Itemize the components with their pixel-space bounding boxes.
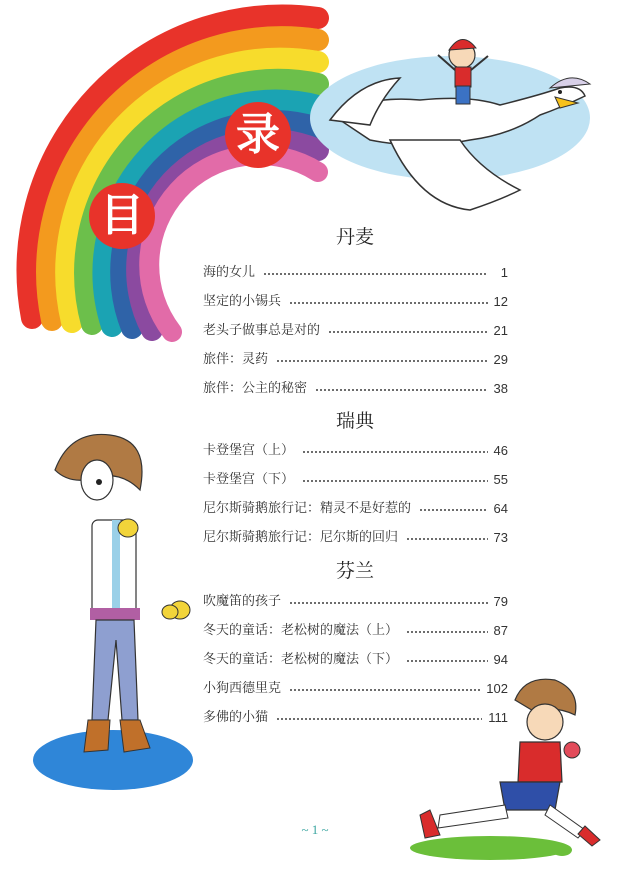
entry-title: 尼尔斯骑鹅旅行记：尼尔斯的回归 [203, 530, 399, 545]
title-char-lu: 录 [236, 109, 280, 160]
toc-entry[interactable] [203, 496, 508, 518]
leader-dots [263, 269, 488, 278]
leader-dots [289, 685, 480, 694]
toc-entry[interactable] [203, 525, 508, 547]
entry-page: 55 [493, 472, 508, 487]
entry-title: 卡登堡宫（上） [203, 443, 295, 458]
toc-entry[interactable] [203, 618, 508, 640]
toc-entry[interactable] [203, 705, 508, 727]
toc-entry[interactable] [203, 589, 508, 611]
entry-page: 102 [486, 681, 508, 696]
toc-entry[interactable] [203, 289, 508, 311]
toc-entry[interactable] [203, 647, 508, 669]
entry-page: 94 [493, 652, 508, 667]
entry-title: 冬天的童话：老松树的魔法（上） [203, 623, 399, 638]
entry-title: 老头子做事总是对的 [203, 323, 321, 338]
entry-title: 旅伴：公主的秘密 [203, 381, 308, 396]
entry-page: 79 [493, 594, 508, 609]
toc-entry[interactable] [203, 376, 508, 398]
leader-dots [315, 385, 488, 394]
leader-dots [419, 505, 488, 514]
leader-dots [302, 476, 488, 485]
entry-page: 29 [493, 352, 508, 367]
entry-page: 38 [493, 381, 508, 396]
toc-entry[interactable] [203, 260, 508, 282]
entry-page: 12 [493, 294, 508, 309]
section-heading-finland: 芬兰 [335, 560, 374, 582]
entry-title: 卡登堡宫（下） [203, 472, 295, 487]
entry-title: 旅伴：灵药 [203, 352, 269, 367]
rainbow-illustration [28, 16, 318, 332]
entry-page: 46 [493, 443, 508, 458]
entry-title: 小狗西德里克 [203, 681, 282, 696]
leader-dots [406, 656, 488, 665]
entry-page: 64 [493, 501, 508, 516]
entry-title: 海的女儿 [203, 265, 256, 280]
entry-page: 21 [493, 323, 508, 338]
toc-entry[interactable] [203, 676, 508, 698]
leader-dots [302, 447, 488, 456]
entry-title: 坚定的小锡兵 [203, 294, 282, 309]
page-number: ~ 1 ~ [301, 822, 329, 837]
title-char-mu: 目 [100, 190, 144, 241]
toc-entry[interactable] [203, 318, 508, 340]
entry-page: 111 [488, 710, 508, 725]
section-heading-sweden: 瑞典 [335, 410, 374, 432]
leader-dots [328, 327, 488, 336]
leader-dots [289, 598, 488, 607]
toc-entry[interactable] [203, 467, 508, 489]
leader-dots [276, 714, 482, 723]
entry-page: 73 [493, 530, 508, 545]
leader-dots [406, 534, 488, 543]
leader-dots [276, 356, 488, 365]
leader-dots [406, 627, 488, 636]
toc-entry[interactable] [203, 438, 508, 460]
entry-page: 1 [500, 265, 508, 280]
entry-page: 87 [493, 623, 508, 638]
leader-dots [289, 298, 488, 307]
toc-entry[interactable] [203, 347, 508, 369]
section-heading-denmark: 丹麦 [335, 226, 374, 248]
entry-title: 冬天的童话：老松树的魔法（下） [203, 652, 399, 667]
entry-title: 吹魔笛的孩子 [203, 594, 282, 609]
boy-with-pears-illustration [33, 434, 193, 790]
entry-title: 多佛的小猫 [203, 710, 269, 725]
entry-title: 尼尔斯骑鹅旅行记：精灵不是好惹的 [203, 501, 412, 516]
goose-rider-illustration [310, 39, 590, 210]
